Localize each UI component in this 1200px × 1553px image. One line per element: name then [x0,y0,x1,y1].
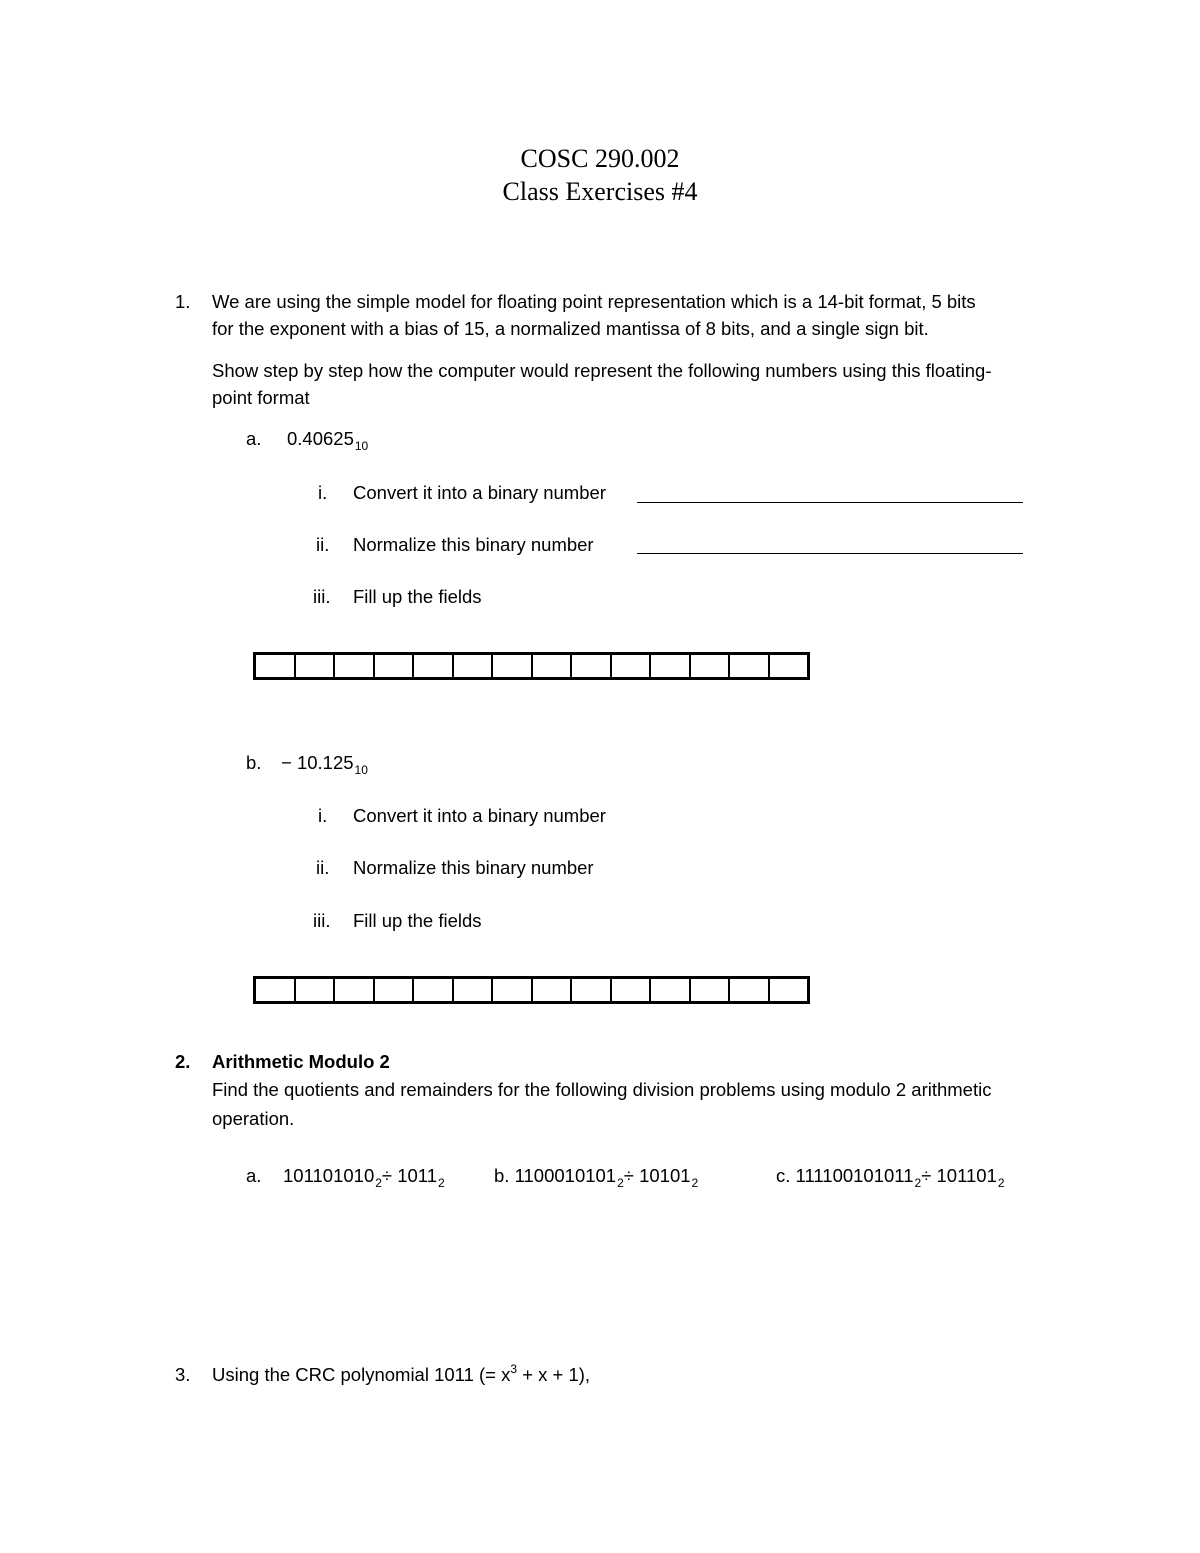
bit-cell[interactable] [572,655,612,677]
part-a-step-i-num: i. [318,482,328,503]
part-a-normalized-answer-line[interactable] [637,553,1023,554]
part-b-value: − $10.125_{10}$ [281,752,368,777]
part-b-step-ii-num: ii. [316,857,330,878]
bit-cell[interactable] [414,979,454,1001]
q2-heading: Arithmetic Modulo 2 [212,1051,390,1072]
bit-cell[interactable] [691,655,731,677]
q1-instruction-line2: point format [212,387,310,408]
q3-text: Using the CRC polynomial 1011 (= $x^3 + x + 1$), [212,1362,591,1385]
bit-cell[interactable] [651,655,691,677]
q2-text-line2: operation. [212,1108,295,1129]
bit-cell[interactable] [375,979,415,1001]
q1-instruction-line1: Show step by step how the computer would represent the following numbers using this floating- [212,360,992,381]
bit-cell[interactable] [335,655,375,677]
part-a-step-ii-num: ii. [316,534,330,555]
part-b-step-iii-num: iii. [313,910,331,931]
part-b-bit-fields [253,976,810,1004]
q1-number: 1. [175,291,191,312]
part-a-step-iii-num: iii. [313,586,331,607]
part-a-step-i-text: Convert it into a binary number [353,482,606,503]
bit-cell[interactable] [493,979,533,1001]
exercise-subtitle: Class Exercises #4 [502,177,698,206]
part-a-value: $0.40625_{10}$ [287,428,369,453]
bit-cell[interactable] [296,655,336,677]
part-a-binary-answer-line[interactable] [637,502,1023,503]
bit-cell[interactable] [770,979,808,1001]
q3-number: 3. [175,1364,191,1385]
bit-cell[interactable] [414,655,454,677]
part-b-label: b. [246,752,262,773]
q2-text-line1: Find the quotients and remainders for the following division problems using modulo 2 arithmetic [212,1079,992,1100]
bit-cell[interactable] [493,655,533,677]
bit-cell[interactable] [651,979,691,1001]
part-a-bit-fields [253,652,810,680]
bit-cell[interactable] [454,979,494,1001]
bit-cell[interactable] [691,979,731,1001]
part-b-step-ii-text: Normalize this binary number [353,857,594,878]
q2-problem-a-label: a. [246,1165,262,1186]
bit-cell[interactable] [335,979,375,1001]
q2-problem-a: $101101010_2\div 1011_2$ [283,1165,445,1190]
bit-cell[interactable] [770,655,808,677]
bit-cell[interactable] [612,655,652,677]
bit-cell[interactable] [296,979,336,1001]
part-b-step-i-text: Convert it into a binary number [353,805,606,826]
part-a-label: a. [246,428,262,449]
bit-cell[interactable] [533,655,573,677]
bit-cell[interactable] [375,655,415,677]
q1-text-line1: We are using the simple model for floating point representation which is a 14-bit format, 5 bits [212,291,976,312]
part-b-step-iii-text: Fill up the fields [353,910,482,931]
part-a-step-iii-text: Fill up the fields [353,586,482,607]
q1-text-line2: for the exponent with a bias of 15, a normalized mantissa of 8 bits, and a single sign bit. [212,318,929,339]
bit-cell[interactable] [612,979,652,1001]
part-b-step-i-num: i. [318,805,328,826]
bit-cell[interactable] [256,979,296,1001]
bit-cell[interactable] [454,655,494,677]
q2-problem-c: c. $111100101011_2\div 101101_2$ [776,1165,1005,1190]
bit-cell[interactable] [730,979,770,1001]
q2-number: 2. [175,1051,191,1072]
bit-cell[interactable] [256,655,296,677]
bit-cell[interactable] [730,655,770,677]
q2-problem-b: b. $1100010101_2\div 10101_2$ [494,1165,699,1190]
bit-cell[interactable] [533,979,573,1001]
course-title: COSC 290.002 [520,144,680,173]
part-a-step-ii-text: Normalize this binary number [353,534,594,555]
bit-cell[interactable] [572,979,612,1001]
